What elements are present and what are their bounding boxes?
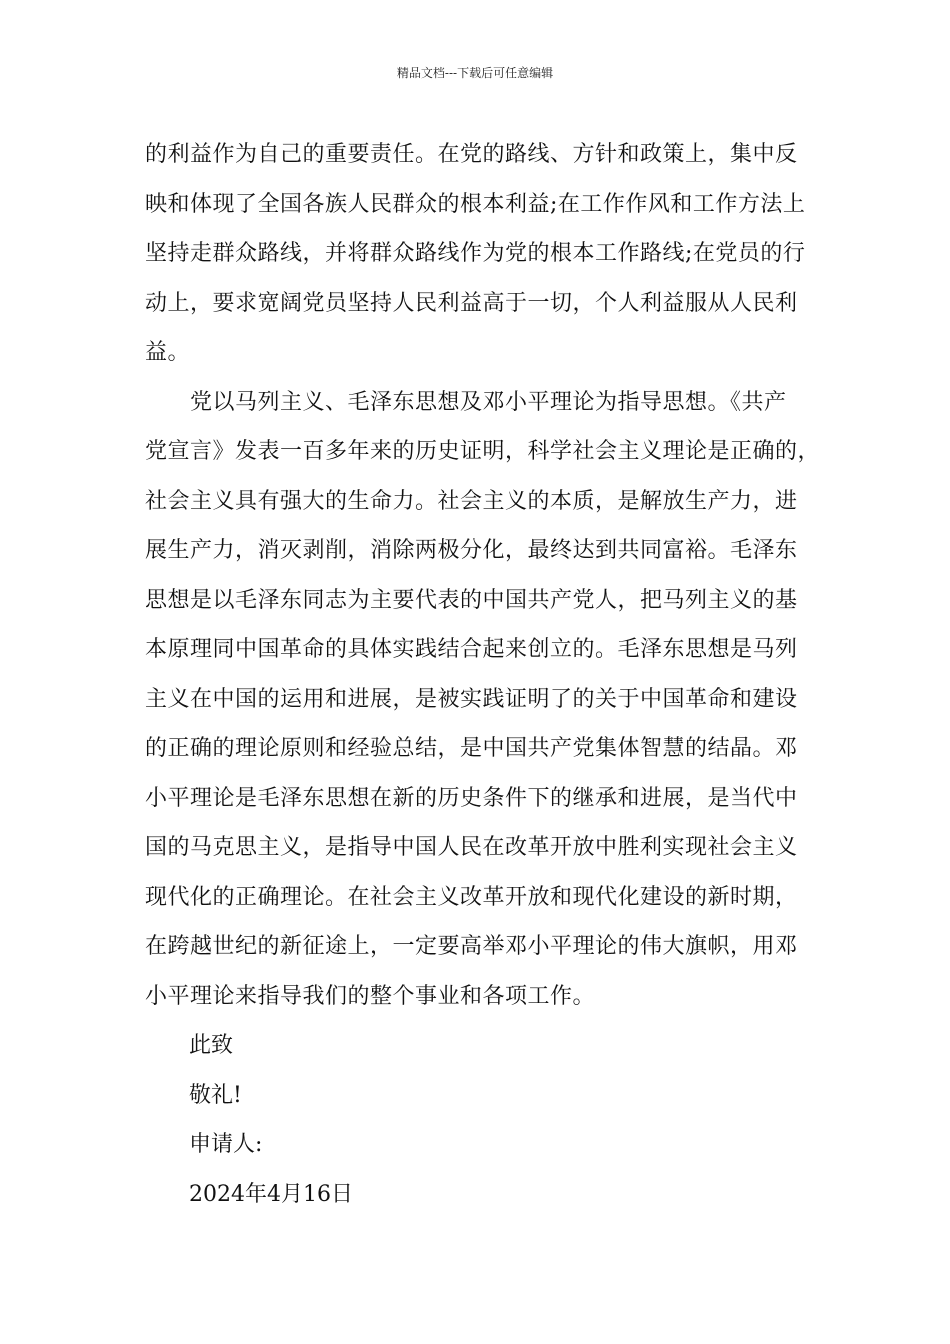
applicant-label: 申请人: <box>189 1132 263 1157</box>
text-line: 思想是以毛泽东同志为主要代表的中国共产党人，把马列主义的基 <box>145 587 798 613</box>
page-header: 精品文档---下载后可任意编辑 <box>396 66 554 80</box>
text-line: 小平理论来指导我们的整个事业和各项工作。 <box>145 983 596 1009</box>
text-line: 动上，要求宽阔党员坚持人民利益高于一切，个人利益服从人民利 <box>145 290 798 316</box>
text-line: 的利益作为自己的重要责任。在党的路线、方针和政策上，集中反 <box>145 142 798 167</box>
text-line: 现代化的正确理论。在社会主义改革开放和现代化建设的新时期， <box>145 884 798 910</box>
letter-body <box>145 130 835 1219</box>
text-line: 在跨越世纪的新征途上，一定要高举邓小平理论的伟大旗帜，用邓 <box>145 934 798 959</box>
letter-date: 2024年4月16日 <box>189 1181 353 1207</box>
closing-regards: 敬礼! <box>189 1082 242 1108</box>
text-line: 展生产力，消灭剥削，消除两极分化，最终达到共同富裕。毛泽东 <box>145 538 798 563</box>
text-line: 映和体现了全国各族人民群众的根本利益;在工作作风和工作方法上 <box>145 191 806 217</box>
text-line: 党以马列主义、毛泽东思想及邓小平理论为指导思想。《共产 <box>145 389 787 415</box>
text-line: 小平理论是毛泽东思想在新的历史条件下的继承和进展，是当代中 <box>145 785 798 811</box>
text-line: 国的马克思主义，是指导中国人民在改革开放中胜利实现社会主义 <box>145 835 798 860</box>
text-line: 的正确的理论原则和经验总结，是中国共产党集体智慧的结晶。邓 <box>145 736 798 761</box>
closing-salutation: 此致 <box>189 1033 234 1058</box>
text-line: 坚持走群众路线，并将群众路线作为党的根本工作路线;在党员的行 <box>145 241 806 266</box>
text-line: 党宣言》发表一百多年来的历史证明，科学社会主义理论是正确的， <box>145 439 821 464</box>
text-line: 社会主义具有强大的生命力。社会主义的本质，是解放生产力，进 <box>145 488 798 514</box>
text-line: 益。 <box>145 340 191 365</box>
text-line: 主义在中国的运用和进展，是被实践证明了的关于中国革命和建设 <box>145 686 798 712</box>
paragraph-2 <box>145 378 835 1022</box>
paragraph-1 <box>145 130 835 378</box>
text-line: 本原理同中国革命的具体实践结合起来创立的。毛泽东思想是马列 <box>145 637 798 662</box>
